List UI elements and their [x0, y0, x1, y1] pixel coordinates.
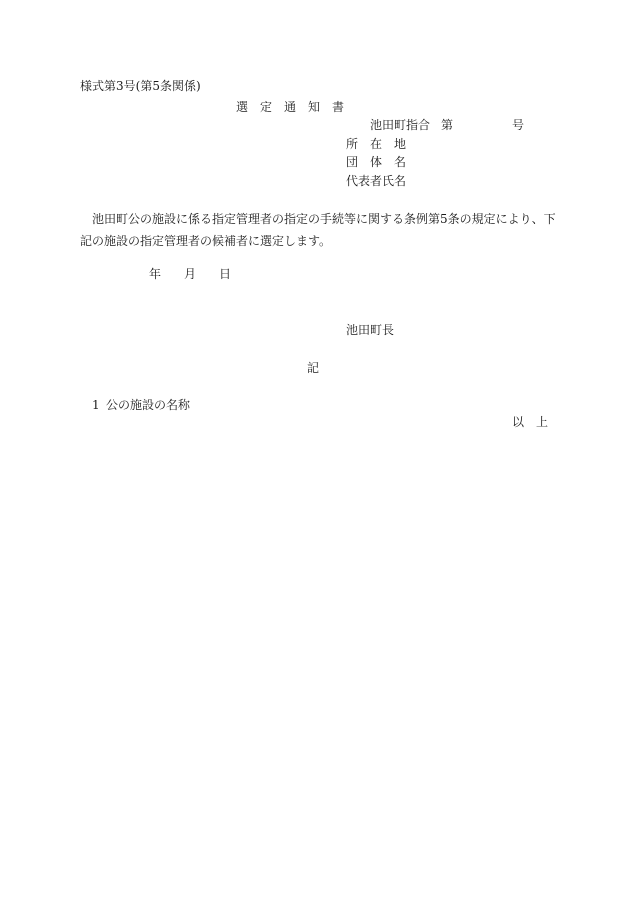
date-month: 月: [184, 267, 197, 281]
form-label: 様式第3号(第5条関係): [80, 79, 201, 93]
issuer-dai: 第: [441, 118, 454, 132]
issuer-go: 号: [512, 118, 525, 132]
date-year: 年: [149, 267, 162, 281]
group-name-label: 団 体 名: [346, 155, 407, 169]
issuer-org: 池田町指合: [370, 118, 431, 132]
item-1-text: 公の施設の名称: [106, 398, 191, 412]
signer: 池田町長: [346, 323, 395, 337]
document-title: [236, 101, 390, 113]
representative-label: 代表者氏名: [346, 174, 407, 188]
closing: 以 上: [512, 415, 549, 429]
ki-heading: 記: [307, 361, 320, 375]
body-line-1: 池田町公の施設に係る指定管理者の指定の手続等に関する条例第5条の規定により、下: [92, 212, 556, 226]
address-label: 所 在 地: [346, 137, 407, 151]
item-1-number: 1: [92, 398, 100, 412]
document-title-text: 選 定 通 知 書: [236, 100, 345, 114]
body-line-2: 記の施設の指定管理者の候補者に選定します。: [80, 234, 332, 248]
date-day: 日: [219, 267, 232, 281]
body-paragraph: [80, 208, 560, 252]
